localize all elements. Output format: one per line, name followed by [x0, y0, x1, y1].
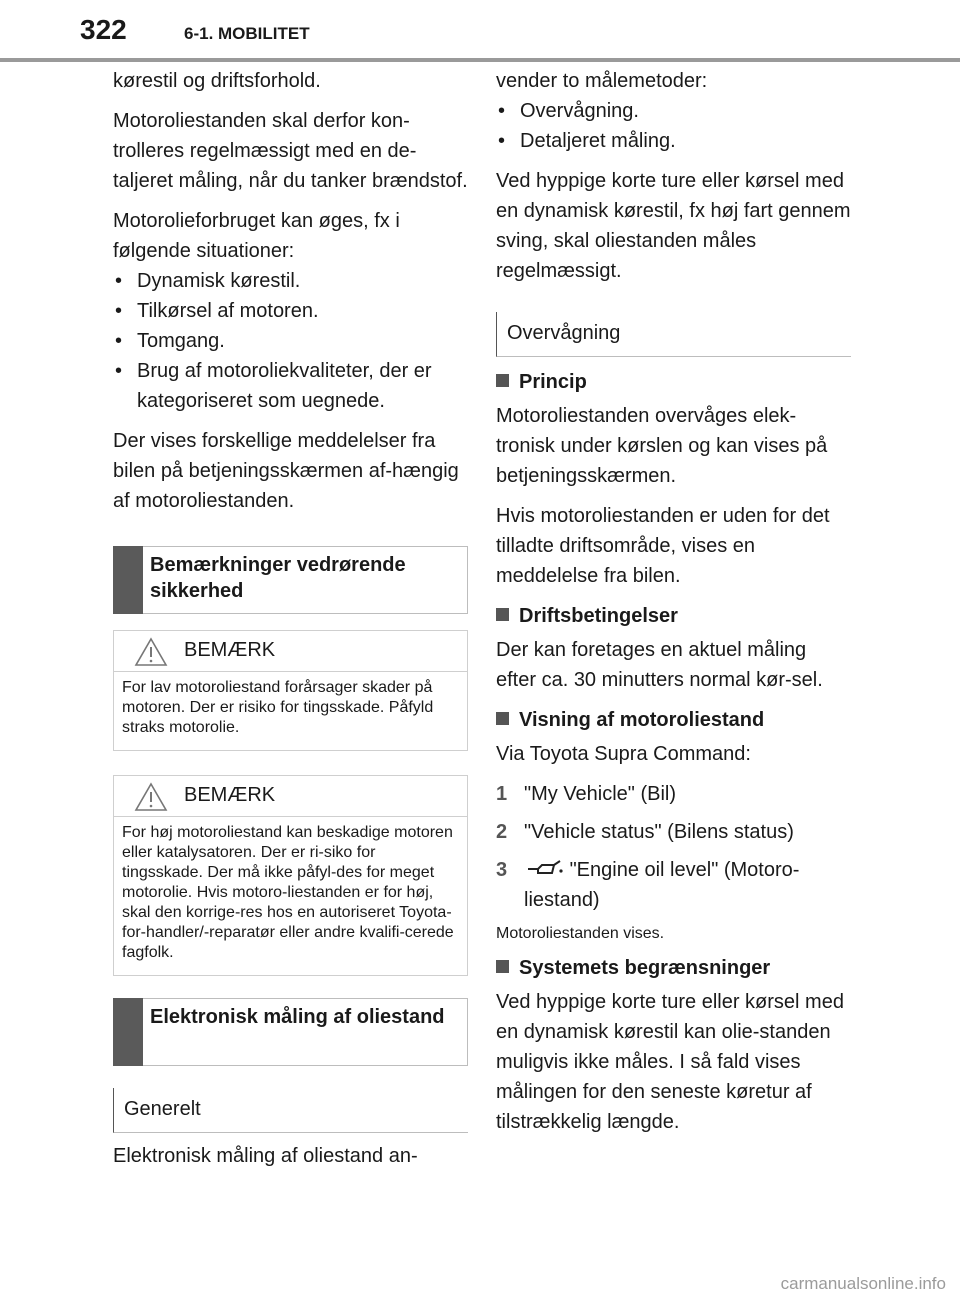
section-bar: [113, 546, 143, 614]
paragraph: Hvis motoroliestanden er uden for det tilladte driftsområde, vises en meddelelse fra bilen.: [496, 505, 830, 587]
paragraph: Motorolieforbruget kan øges, fx i følgende situationer:: [113, 210, 400, 262]
warning-triangle-icon: [134, 782, 168, 812]
section-title: Bemærkninger vedrørende sikkerhed: [150, 554, 406, 602]
right-column: [496, 66, 851, 1147]
paragraph: Ved hyppige korte ture eller kørsel med en dynamisk kørestil kan olie-standen muligvis ikke måles. I så fald vises målingen for den seneste køretur af tilstrækkelig længde.: [496, 991, 844, 1133]
header-rule: [0, 58, 960, 62]
step-text: "My Vehicle" (Bil): [524, 783, 677, 805]
paragraph: kørestil og driftsforhold.: [113, 70, 321, 92]
square-bullet-icon: [496, 374, 509, 387]
subheading: Systemets begrænsninger: [496, 953, 851, 983]
notice-body: For lav motoroliestand forårsager skader på motoren. Der er risiko for tingsskade. Påfyld straks motorolie.: [122, 679, 434, 736]
notice-header: [114, 776, 467, 817]
paragraph: Motoroliestanden overvåges elek-tronisk under kørslen og kan vises på betjeningsskærmen.: [496, 405, 828, 487]
step-text: "Engine oil level" (Motoro-liestand): [524, 859, 800, 911]
page-number: 322: [80, 14, 127, 45]
subheading: Driftsbetingelser: [496, 601, 851, 631]
step-item: [496, 779, 851, 809]
list-item: • Overvågning.: [496, 96, 851, 126]
step-number: 3: [496, 859, 508, 881]
step-number: 2: [496, 821, 508, 843]
left-column: [113, 66, 468, 1181]
section-bar: [113, 998, 143, 1066]
paragraph: Der kan foretages en aktuel måling efter ca. 30 minutters normal kør-sel.: [496, 639, 823, 691]
notice-body: For høj motoroliestand kan beskadige motoren eller katalysatoren. Der er ri-siko for tingsskade. Der må ikke påfyl-des for meget motorolie. Hvis motoro-liestanden er for høj, skal den korrige-res hos en autoriseret Toyota-for-handler/-reparatør eller andre kvalifi-cerede fagfolk.: [122, 824, 454, 961]
chapter-title: 6-1. MOBILITET: [184, 24, 310, 43]
step-number: 1: [496, 783, 508, 805]
paragraph: Ved hyppige korte ture eller kørsel med en dynamisk kørestil, fx høj fart gennem sving, skal oliestanden måles regelmæssigt.: [496, 170, 851, 282]
step-item: [496, 855, 851, 915]
subheading: Visning af motoroliestand: [496, 705, 851, 735]
notice-box: [113, 775, 468, 976]
list-item: • Brug af motoroliekvaliteter, der er kategoriseret som uegnede.: [113, 356, 468, 416]
watermark-footer: carmanualsonline.info: [780, 1274, 946, 1293]
notice-header: [114, 631, 467, 672]
paragraph: vender to målemetoder:: [496, 70, 708, 92]
paragraph: Motoroliestanden skal derfor kon-trolleres regelmæssigt med en de-taljeret måling, når du tanker brændstof.: [113, 110, 468, 192]
square-bullet-icon: [496, 712, 509, 725]
subsection-title: Overvågning: [507, 322, 621, 344]
list-item: • Dynamisk kørestil.: [113, 266, 468, 296]
list-item: • Detaljeret måling.: [496, 126, 851, 156]
paragraph: Der vises forskellige meddelelser fra bilen på betjeningsskærmen af-hængig af motoroliestanden.: [113, 430, 459, 512]
section-heading-safety: [113, 546, 468, 614]
list-item: • Tomgang.: [113, 326, 468, 356]
section-title: Elektronisk måling af oliestand: [150, 1006, 445, 1028]
oil-can-icon: [524, 857, 564, 879]
square-bullet-icon: [496, 960, 509, 973]
warning-triangle-icon: [134, 637, 168, 667]
bullet-list: [496, 96, 851, 156]
page-header: [0, 0, 960, 62]
section-heading-oil-measurement: [113, 998, 468, 1066]
notice-title: BEMÆRK: [184, 784, 276, 806]
subsection-heading: [113, 1088, 468, 1133]
step-item: [496, 817, 851, 847]
subsection-heading: [496, 312, 851, 357]
result-note: Motoroliestanden vises.: [496, 925, 665, 942]
notice-box: [113, 630, 468, 751]
square-bullet-icon: [496, 608, 509, 621]
paragraph: Via Toyota Supra Command:: [496, 743, 751, 765]
list-item: • Tilkørsel af motoren.: [113, 296, 468, 326]
paragraph: Elektronisk måling af oliestand an-: [113, 1145, 418, 1167]
step-text: "Vehicle status" (Bilens status): [524, 821, 794, 843]
subsection-title: Generelt: [124, 1098, 201, 1120]
notice-title: BEMÆRK: [184, 639, 276, 661]
bullet-list: [113, 266, 468, 416]
subheading: Princip: [496, 367, 851, 397]
